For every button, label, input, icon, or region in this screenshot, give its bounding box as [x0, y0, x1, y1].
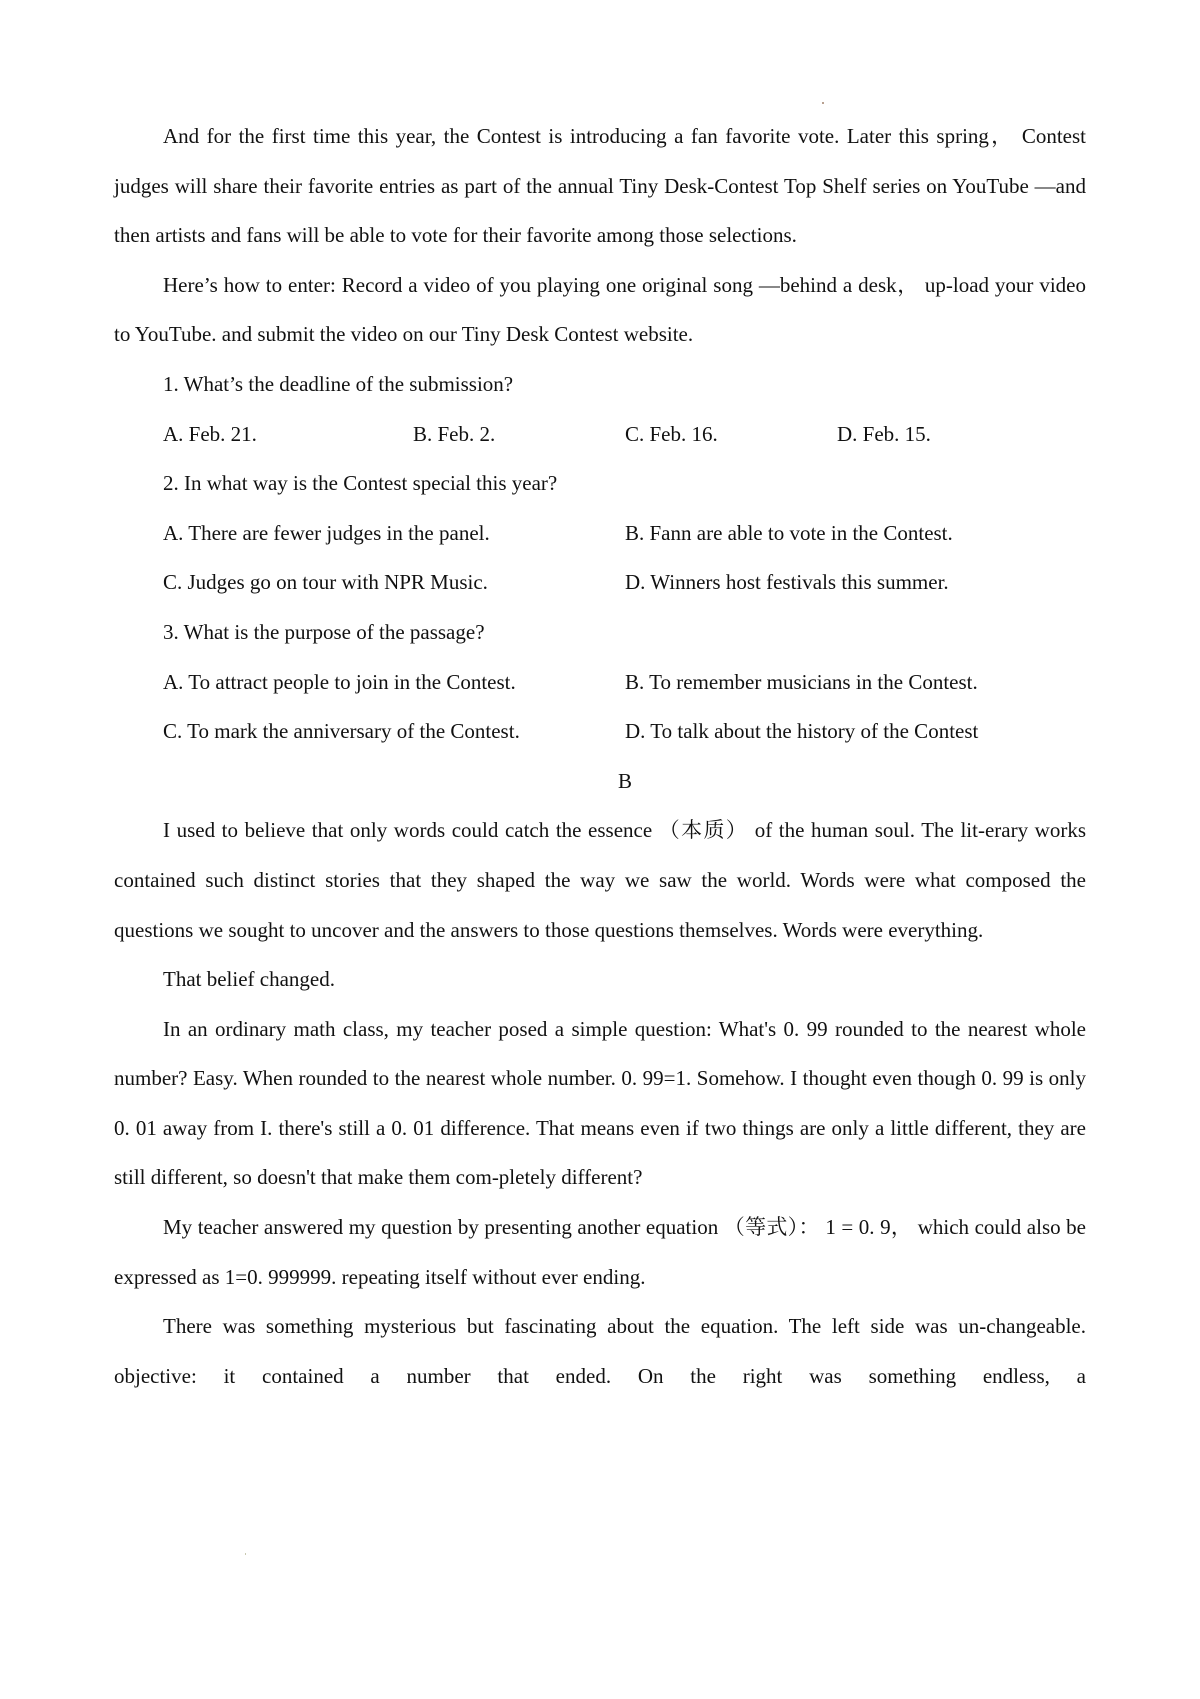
question-3: [114, 608, 1086, 757]
question-options-row-2: [114, 707, 1086, 757]
passage-b-paragraph-3: In an ordinary math class, my teacher posed a simple question: What's 0. 99 rounded to the nearest whole number? Easy. When rounded to the nearest whole number. 0. 99=1. Somehow. I thought even though 0. 99 is only 0. 01 away from I. there's still a 0. 01 difference. That means even if two things are only a little different, they are still different, so doesn't that make them com-pletely different?: [114, 1016, 1086, 1190]
option-a: A. To attract people to join in the Contest.: [163, 669, 516, 694]
section-label-b: B: [617, 768, 632, 793]
option-c: C. Judges go on tour with NPR Music.: [163, 570, 488, 595]
passage-b-paragraph-5: There was something mysterious but fascinating about the equation. The left side was un-changeable. objective: it contained a number that ended. On the right was something endless, a: [114, 1314, 1086, 1388]
option-d: D. Winners host festivals this summer.: [625, 570, 949, 595]
option-d: D. Feb. 15.: [837, 421, 931, 446]
question-options: [114, 410, 1086, 460]
passage-b-paragraph-4: My teacher answered my question by presenting another equation （等式）： 1 = 0. 9， which could also be expressed as 1=0. 999999. repeating itself without ever ending.: [114, 1215, 1086, 1289]
question-stem: 2. In what way is the Contest special this year?: [163, 471, 558, 496]
question-stem: 1. What’s the deadline of the submission?: [163, 371, 514, 396]
document-page: [114, 112, 1086, 1401]
question-1: [114, 360, 1086, 459]
option-a: A. There are fewer judges in the panel.: [163, 520, 490, 545]
question-2: [114, 459, 1086, 608]
passage-b-paragraph-1: I used to believe that only words could catch the essence （本质） of the human soul. The lit-erary works contained such distinct stories that they shaped the way we saw the world. Words were what composed the questions we sought to uncover and the answers to those questions themselves. Words were everything.: [114, 818, 1086, 942]
passage-b-paragraph-2: That belief changed.: [163, 967, 335, 992]
option-b: B. To remember musicians in the Contest.: [625, 669, 978, 694]
question-options-row-1: [114, 658, 1086, 708]
question-stem: 3. What is the purpose of the passage?: [163, 619, 485, 644]
option-c: C. Feb. 16.: [625, 421, 718, 446]
passage-a-paragraph-1: And for the first time this year, the Contest is introducing a fan favorite vote. Later this spring， Contest judges will share their favorite entries as part of the annual Tiny Desk-Contest Top Shelf series on YouTube —and then artists and fans will be able to vote for their favorite among those selections.: [114, 124, 1086, 248]
option-c: C. To mark the anniversary of the Contest.: [163, 719, 520, 744]
option-a: A. Feb. 21.: [163, 421, 257, 446]
question-options-row-2: [114, 558, 1086, 608]
scan-speck: [245, 1553, 246, 1555]
passage-a-paragraph-2: Here’s how to enter: Record a video of you playing one original song —behind a desk， up-load your video to YouTube. and submit the video on our Tiny Desk Contest website.: [114, 272, 1086, 347]
option-d: D. To talk about the history of the Contest: [625, 719, 979, 744]
option-b: B. Feb. 2.: [413, 421, 496, 446]
question-options-row-1: [114, 509, 1086, 559]
option-b: B. Fann are able to vote in the Contest.: [625, 520, 953, 545]
scan-speck: [822, 102, 824, 104]
